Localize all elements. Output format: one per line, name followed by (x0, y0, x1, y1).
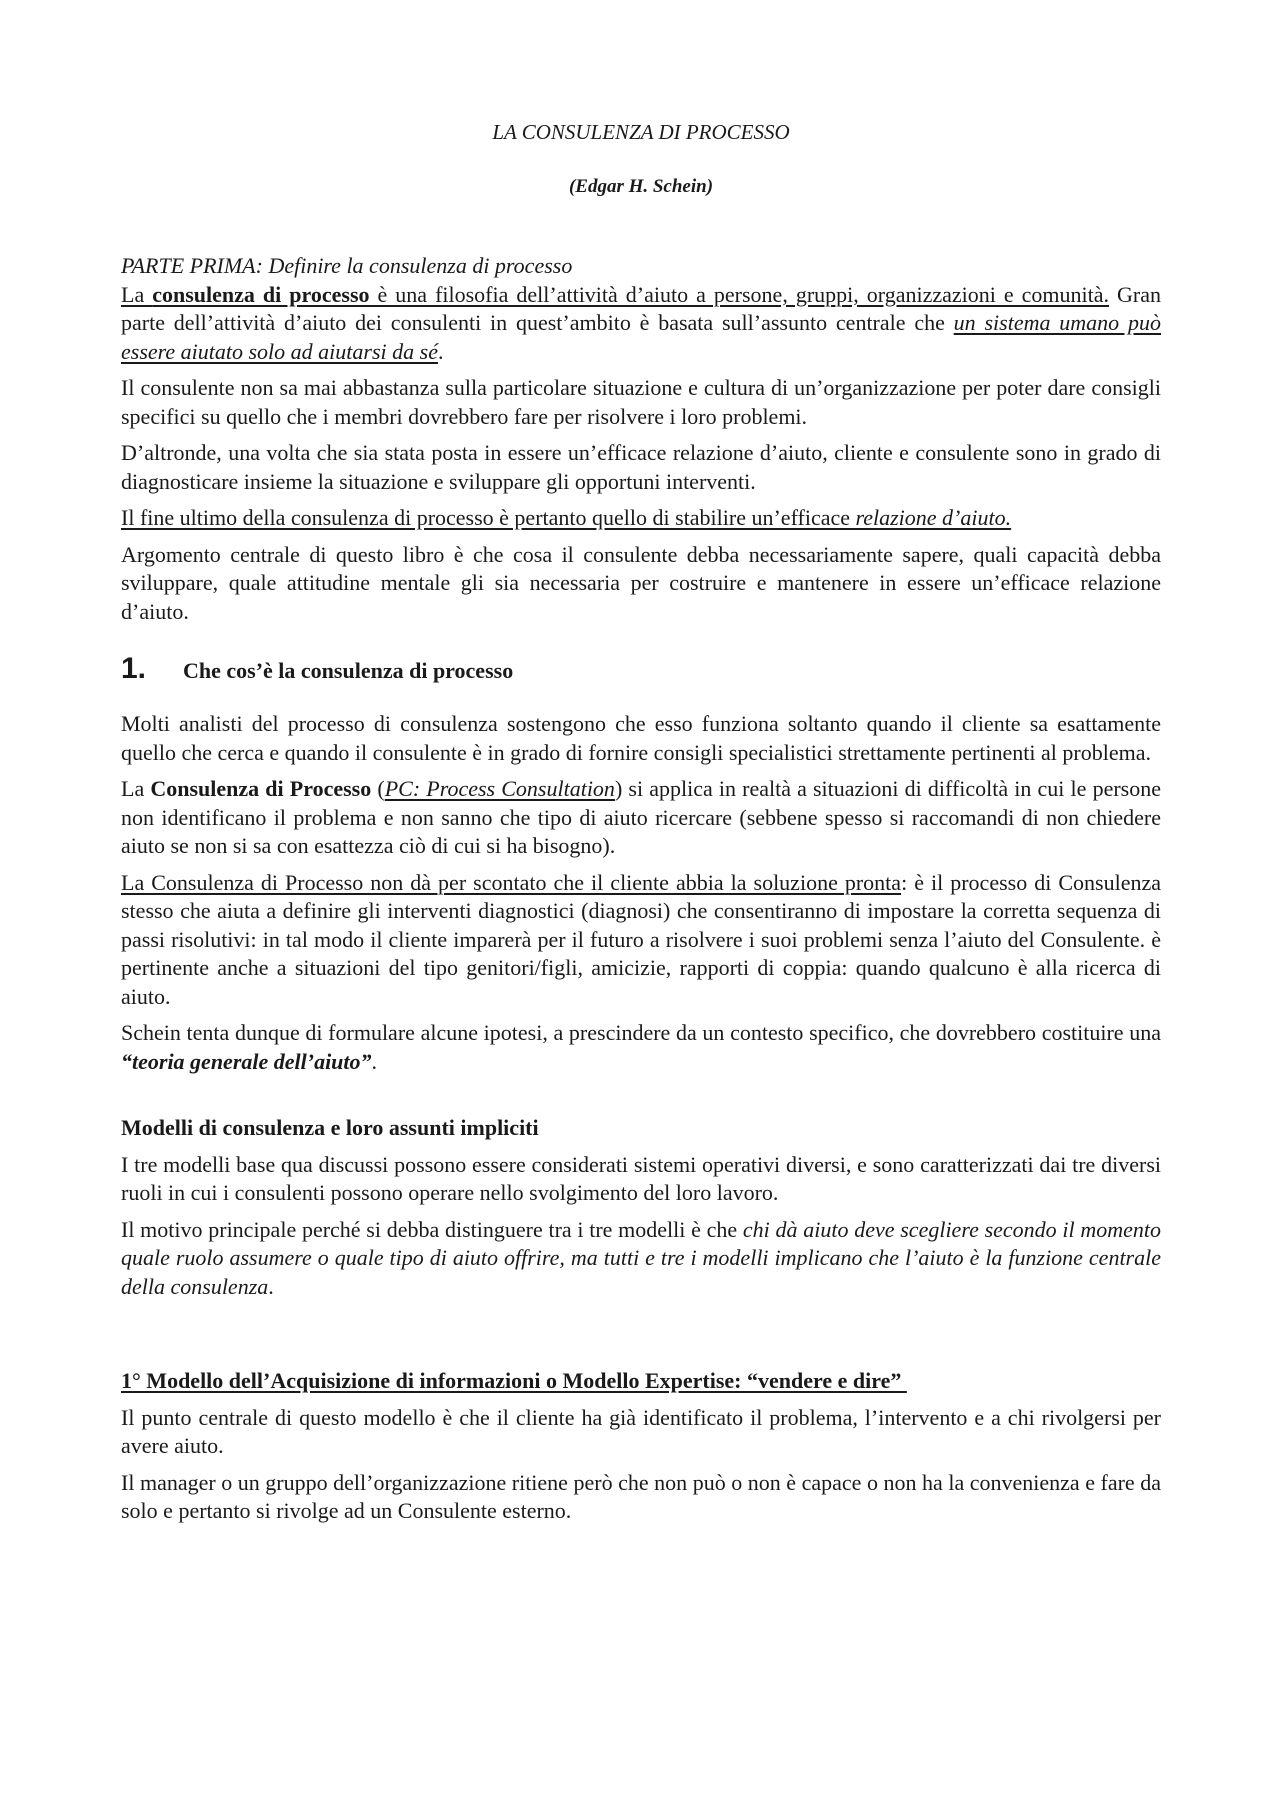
p1-underlined: La consulenza di processo è una filosofia dell’attività d’aiuto a persone, gruppi, organizzazioni e comunità. (121, 281, 1110, 307)
paragraph-4: Il fine ultimo della consulenza di processo è pertanto quello di stabilire un’efficace relazione d’aiuto. (121, 505, 1012, 530)
p1-italic-underlined: un sistema umano può essere aiutato solo ad aiutarsi da sé (121, 310, 1161, 364)
paragraph-11: Il motivo principale perché si debba distinguere tra i tre modelli è che chi dà aiuto deve scegliere secondo il momento quale ruolo assumere o quale tipo di aiuto offrire, ma tutti e tre i modelli implicano che l’aiuto è la funzione centrale della consulenza. (121, 1216, 1162, 1299)
document-title: LA CONSULENZA DI PROCESSO (492, 120, 790, 144)
section-1-number: 1. (121, 652, 147, 685)
part-heading: PARTE PRIMA: Definire la consulenza di processo (121, 253, 573, 278)
section-2-heading: Modelli di consulenza e loro assunti impliciti (121, 1115, 539, 1140)
paragraph-7: La Consulenza di Processo (PC: Process Consultation) si applica in realtà a situazioni di difficoltà in cui le persone non identificano il problema e non sanno che tipo di aiuto ricercare (sebbene spesso si raccomandi di non chiedere aiuto se non si sa con esattezza ciò di cui si ha bisogno). (121, 776, 1161, 858)
paragraph-10: I tre modelli base qua discussi possono essere considerati sistemi operativi diversi, e sono caratterizzati dai tre diversi ruoli in cui i consulenti possono operare nello svolgimento del loro lavoro. (121, 1151, 1161, 1205)
section-1-heading (121, 652, 1161, 686)
paragraph-12: Il punto centrale di questo modello è che il cliente ha già identificato il problema, l’intervento e a chi rivolgersi per avere aiuto. (121, 1404, 1161, 1458)
paragraph-13: Il manager o un gruppo dell’organizzazione ritiene però che non può o non è capace o non ha la convenienza e fare da solo e pertanto si rivolge ad un Consulente esterno. (121, 1469, 1161, 1523)
paragraph-2: Il consulente non sa mai abbastanza sulla particolare situazione e cultura di un’organizzazione per poter dare consigli specifici su quello che i membri dovrebbero fare per risolvere i loro problemi. (121, 375, 1161, 429)
section-3-heading: 1° Modello dell’Acquisizione di informazioni o Modello Expertise: “vendere e dire” (121, 1368, 907, 1393)
paragraph-3: D’altronde, una volta che sia stata posta in essere un’efficace relazione d’aiuto, cliente e consulente sono in grado di diagnosticare insieme la situazione e sviluppare gli opportuni interventi. (121, 440, 1161, 494)
document-body (121, 118, 1161, 1526)
paragraph-9: Schein tenta dunque di formulare alcune ipotesi, a prescindere da un contesto specifico, che dovrebbero costituire una “teoria generale dell’aiuto”. (121, 1020, 1161, 1074)
paragraph-8: La Consulenza di Processo non dà per scontato che il cliente abbia la soluzione pronta: è il processo di Consulenza stesso che aiuta a definire gli interventi diagnostici (diagnosi) che consentiranno di impostare la corretta sequenza di passi risolutivi: in tal modo il cliente imparerà per il futuro a risolvere i suoi problemi senza l’aiuto del Consulente. è pertinente anche a situazioni del tipo genitori/figli, amicizie, rapporti di coppia: quando qualcuno è alla ricerca di aiuto. (121, 869, 1161, 1009)
paragraph-6: Molti analisti del processo di consulenza sostengono che esso funziona soltanto quando il cliente sa esattamente quello che cerca e quando il consulente è in grado di fornire consigli specialistici strettamente pertinenti al problema. (121, 711, 1161, 765)
section-1-title: Che cos’è la consulenza di processo (183, 658, 514, 683)
document-author: (Edgar H. Schein) (568, 176, 714, 197)
paragraph-5: Argomento centrale di questo libro è che cosa il consulente debba necessariamente sapere, quali capacità debba sviluppare, quale attitudine mentale gli sia necessaria per costruire e mantenere in essere un’efficace relazione d’aiuto. (121, 541, 1161, 624)
paragraph-1: La consulenza di processo è una filosofia dell’attività d’aiuto a persone, gruppi, organizzazioni e comunità. Gran parte dell’attività d’aiuto dei consulenti in quest’ambito è basata sull’assunto centrale che un sistema umano può essere aiutato solo ad aiutarsi da sé. (121, 281, 1162, 364)
